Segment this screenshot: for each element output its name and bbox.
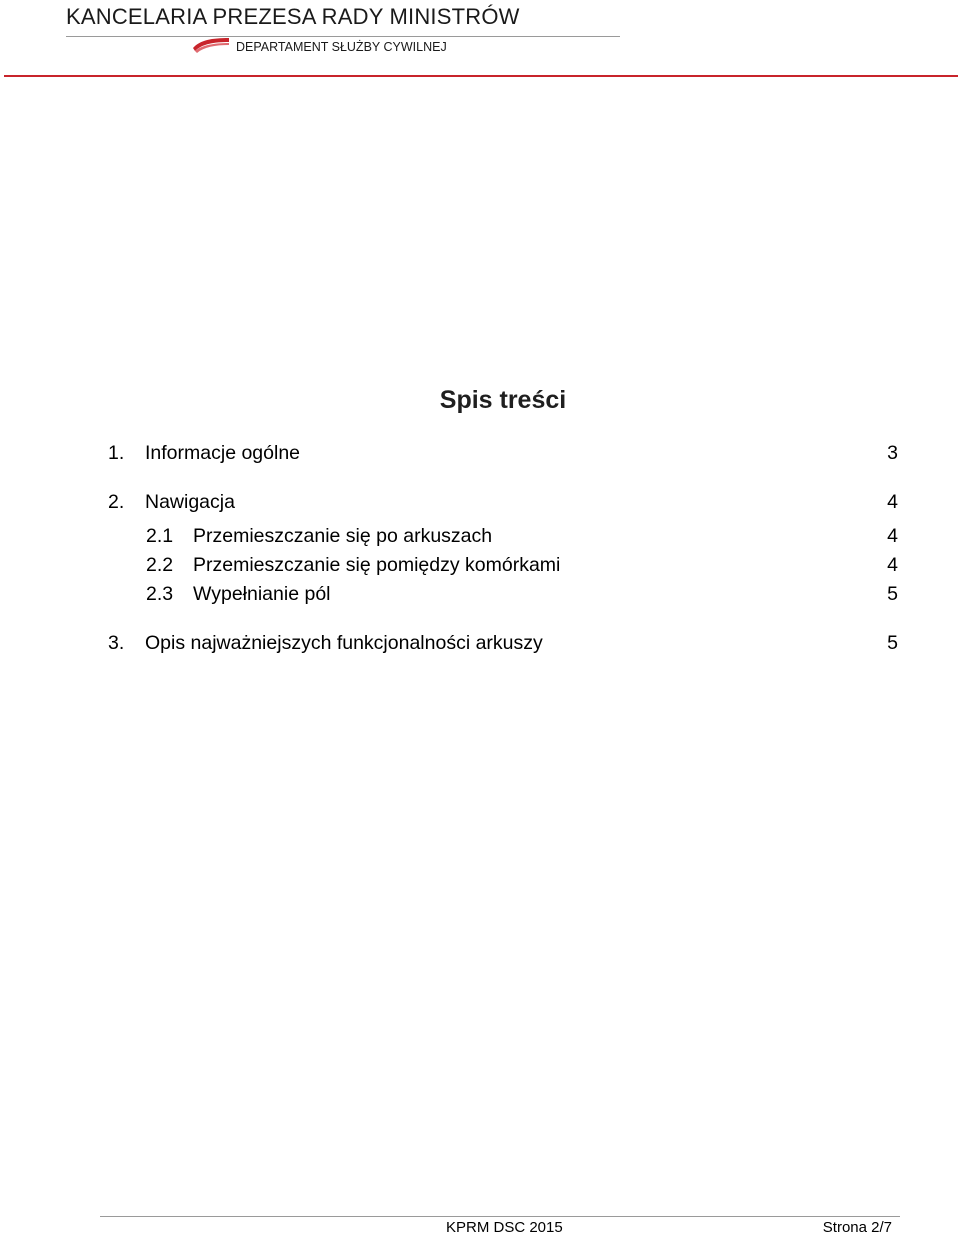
- toc-entry-2-1[interactable]: [0, 525, 960, 551]
- flag-logo-icon: [192, 34, 230, 54]
- toc-entry-1[interactable]: [0, 442, 960, 468]
- toc-entry-page: 4: [887, 525, 898, 547]
- header-divider: [66, 36, 620, 37]
- toc-entry-page: 3: [887, 442, 898, 464]
- toc-entry-number: 2.2: [146, 554, 174, 576]
- header-title: KANCELARIA PREZESA RADY MINISTRÓW: [66, 4, 520, 29]
- toc-entry-2-2[interactable]: [0, 554, 960, 580]
- toc-entry-text: Przemieszczanie się po arkuszach: [193, 525, 493, 547]
- toc-entry-page: 4: [887, 554, 898, 576]
- toc-entry-number: 2.1: [146, 525, 174, 547]
- toc-entry-2-3[interactable]: [0, 583, 960, 609]
- footer-divider: [100, 1216, 900, 1217]
- toc-entry-text: Przemieszczanie się pomiędzy komórkami: [193, 554, 561, 576]
- toc-entry-text: Informacje ogólne: [145, 442, 301, 464]
- toc-entry-text: Wypełnianie pól: [193, 583, 331, 605]
- toc-entry-text: Opis najważniejszych funkcjonalności arkuszy: [145, 632, 543, 654]
- toc-entry-text: Nawigacja: [145, 491, 235, 513]
- toc-entry-number: 2.: [108, 491, 125, 513]
- footer-page-number: Strona 2/7: [822, 1219, 892, 1236]
- header-red-rule: [4, 75, 958, 77]
- toc-entry-number: 3.: [108, 632, 125, 654]
- footer-document-id: KPRM DSC 2015: [446, 1219, 563, 1236]
- toc-entry-page: 5: [887, 583, 898, 605]
- header-subtitle: DEPARTAMENT SŁUŻBY CYWILNEJ: [236, 40, 447, 54]
- toc-entry-page: 4: [887, 491, 898, 513]
- page-header: [0, 0, 960, 80]
- toc-title: Spis treści: [439, 386, 567, 414]
- toc-entry-3[interactable]: [0, 632, 960, 658]
- toc-entry-2[interactable]: [0, 491, 960, 517]
- toc-entry-page: 5: [887, 632, 898, 654]
- toc-entry-number: 2.3: [146, 583, 174, 605]
- toc-entry-number: 1.: [108, 442, 125, 464]
